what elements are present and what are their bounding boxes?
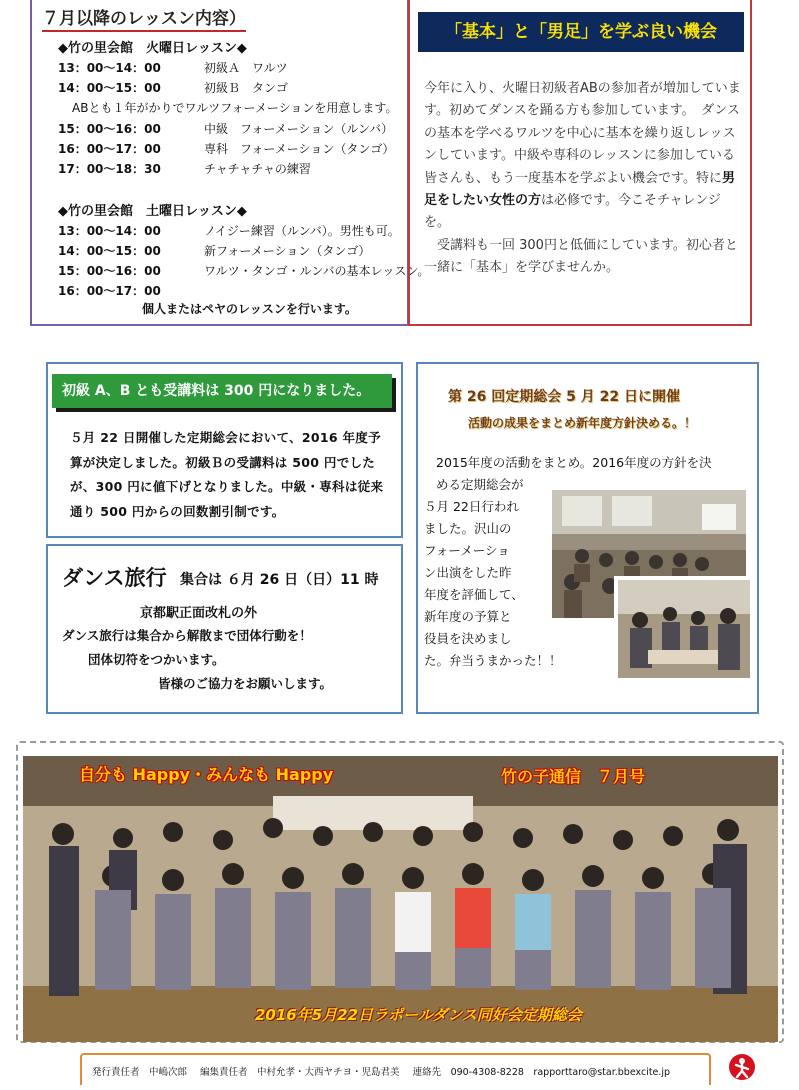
lesson-row: 16：00～17：00 専科 フォーメーション（タンゴ） <box>58 142 395 156</box>
footer-credits <box>92 1064 680 1078</box>
trip-line: 皆様のご協力をお願いします。 <box>158 676 333 691</box>
footer <box>80 1053 711 1085</box>
meeting-box <box>416 362 759 714</box>
lesson-row: 15：00～16：00 中級 フォーメーション（ルンバ） <box>58 122 394 136</box>
tuesday-venue: ◆竹の里会館 火曜日レッスン◆ <box>58 41 247 56</box>
group-caption-issue: 竹の子通信 ７月号 <box>501 767 646 786</box>
trip-line: 団体切符をつかいます。 <box>88 652 225 667</box>
basics-body: 今年に入り、火曜日初級者ABの参加者が増加しています。初めてダンスを踊る方も参加しています。 ダンスの基本を学べるワルツを中心に基本を繰り返しレッスンしています。中級や専科のレッスンに参加している皆さんも、もう一度基本を学ぶよい機会です。特に男足をしたい女性の方は必修です。今こそチャレンジを。 受講料も一回 300円と低価にしています。初心者と一緒に「基本」を学びませんか。 <box>424 81 741 276</box>
fee-body: ５月 22 日開催した定期総会において、2016 年度予算が決定しました。初級Ｂの受講料は 500 円でしたが、300 円に値下げとなりました。中級・専科は従来通り 500 円からの回数割引制です。 <box>70 430 384 519</box>
saturday-note: 個人またはペヤのレッスンを行います。 <box>142 302 357 316</box>
trip-box <box>46 544 403 714</box>
lesson-row: 14：00～15：00 初級Ｂ タンゴ <box>58 81 289 95</box>
group-photo <box>23 756 778 1042</box>
saturday-venue: ◆竹の里会館 土曜日レッスン◆ <box>58 204 247 219</box>
recycle-logo-icon <box>728 1053 756 1081</box>
trip-place: 京都駅正面改札の外 <box>140 606 258 621</box>
group-caption-happy: 自分も Happy・みんなも Happy <box>79 765 334 784</box>
basics-heading: 「基本」と「男足」を学ぶ良い機会 <box>418 12 744 52</box>
trip-title: ダンス旅行 <box>62 566 167 590</box>
trip-meet: 集合は ６月 26 日（日）11 時 <box>180 572 379 588</box>
fee-badge: 初級 A、B とも受講料は 300 円になりました。 <box>52 374 392 408</box>
meeting-lead: 2015年度の活動をまとめ。2016年度の方針を決 める定期総会が <box>436 455 712 492</box>
meeting-body: ５月 22日行われ ました。沢山の フォーメーショ ン出演をした昨 年度を評価して、 新年度の予算と 役員を決めまし た。弁当うまかった！！ <box>424 499 562 668</box>
lessons-box <box>30 0 430 326</box>
lesson-row: 16：00～17：00 <box>58 284 161 298</box>
lunch-photo <box>614 576 754 682</box>
basics-box <box>408 0 752 326</box>
lesson-row: 13：00～14：00 ノイジー練習（ルンバ）。男性も可。 <box>58 224 400 238</box>
contact: 連絡先 090-4308-8228 rapporttaro@star.bbexcite.jp <box>412 1067 671 1078</box>
lessons-title: ７月以降のレッスン内容） <box>42 4 246 32</box>
tuesday-note: ABとも１年がかりでワルツフォーメーションを用意します。 <box>72 101 398 115</box>
editors: 編集責任者 中村允孝・大西ヤチヨ・児島君美 <box>200 1067 400 1078</box>
fee-box <box>46 362 403 538</box>
publisher: 発行責任者 中嶋次郎 <box>92 1067 188 1078</box>
lesson-row: 14：00～15：00 新フォーメーション（タンゴ） <box>58 244 371 258</box>
lesson-row: 13：00～14：00 初級Ａ ワルツ <box>58 61 288 75</box>
meeting-headline: 第 26 回定期総会 5 月 22 日に開催 <box>448 389 680 405</box>
group-caption-event: 2016年5月22日ラポールダンス同好会定期総会 <box>255 1006 582 1024</box>
lesson-row: 15：00～16：00 ワルツ・タンゴ・ルンバの基本レッスン。 <box>58 264 430 278</box>
meeting-subheadline: 活動の成果をまとめ新年度方針決める。！ <box>468 416 697 430</box>
trip-line: ダンス旅行は集合から解散まで団体行動を！ <box>62 628 312 643</box>
lesson-row: 17：00～18：30 チャチャチャの練習 <box>58 162 311 176</box>
